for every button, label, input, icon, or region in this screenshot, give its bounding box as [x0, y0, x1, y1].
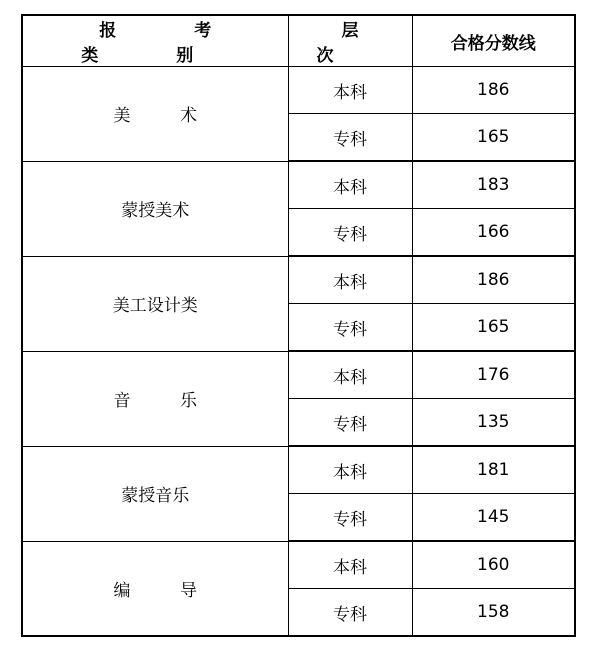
level-cell: 本科	[288, 541, 412, 589]
category-cell: 蒙授音乐	[22, 446, 288, 541]
level-cell: 专科	[288, 304, 412, 352]
level-cell: 本科	[288, 161, 412, 209]
header-row	[22, 15, 575, 67]
level-cell: 专科	[288, 399, 412, 447]
level-cell: 专科	[288, 494, 412, 542]
table-row	[22, 351, 575, 399]
level-cell: 专科	[288, 589, 412, 637]
header-level: 层 次	[288, 15, 412, 67]
table-row	[22, 256, 575, 304]
table-row	[22, 446, 575, 494]
category-cell: 美工设计类	[22, 256, 288, 351]
score-cell: 165	[412, 304, 575, 352]
score-cell: 165	[412, 114, 575, 162]
score-cell: 166	[412, 209, 575, 257]
table-row	[22, 67, 575, 114]
score-cell: 135	[412, 399, 575, 447]
header-score: 合格分数线	[412, 15, 575, 67]
score-cell: 160	[412, 541, 575, 589]
table-row	[22, 541, 575, 589]
category-cell: 音 乐	[22, 351, 288, 446]
level-cell: 本科	[288, 256, 412, 304]
level-cell: 本科	[288, 67, 412, 114]
score-cell: 186	[412, 256, 575, 304]
score-cell: 181	[412, 446, 575, 494]
level-cell: 本科	[288, 351, 412, 399]
category-cell: 编 导	[22, 541, 288, 636]
score-cell: 186	[412, 67, 575, 114]
score-table	[21, 14, 576, 637]
level-cell: 专科	[288, 114, 412, 162]
level-cell: 专科	[288, 209, 412, 257]
level-cell: 本科	[288, 446, 412, 494]
score-cell: 183	[412, 161, 575, 209]
score-cell: 145	[412, 494, 575, 542]
score-cell: 176	[412, 351, 575, 399]
category-cell: 蒙授美术	[22, 161, 288, 256]
score-cell: 158	[412, 589, 575, 637]
category-cell: 美 术	[22, 67, 288, 162]
table-row	[22, 161, 575, 209]
header-category: 报 考 类 别	[22, 15, 288, 67]
